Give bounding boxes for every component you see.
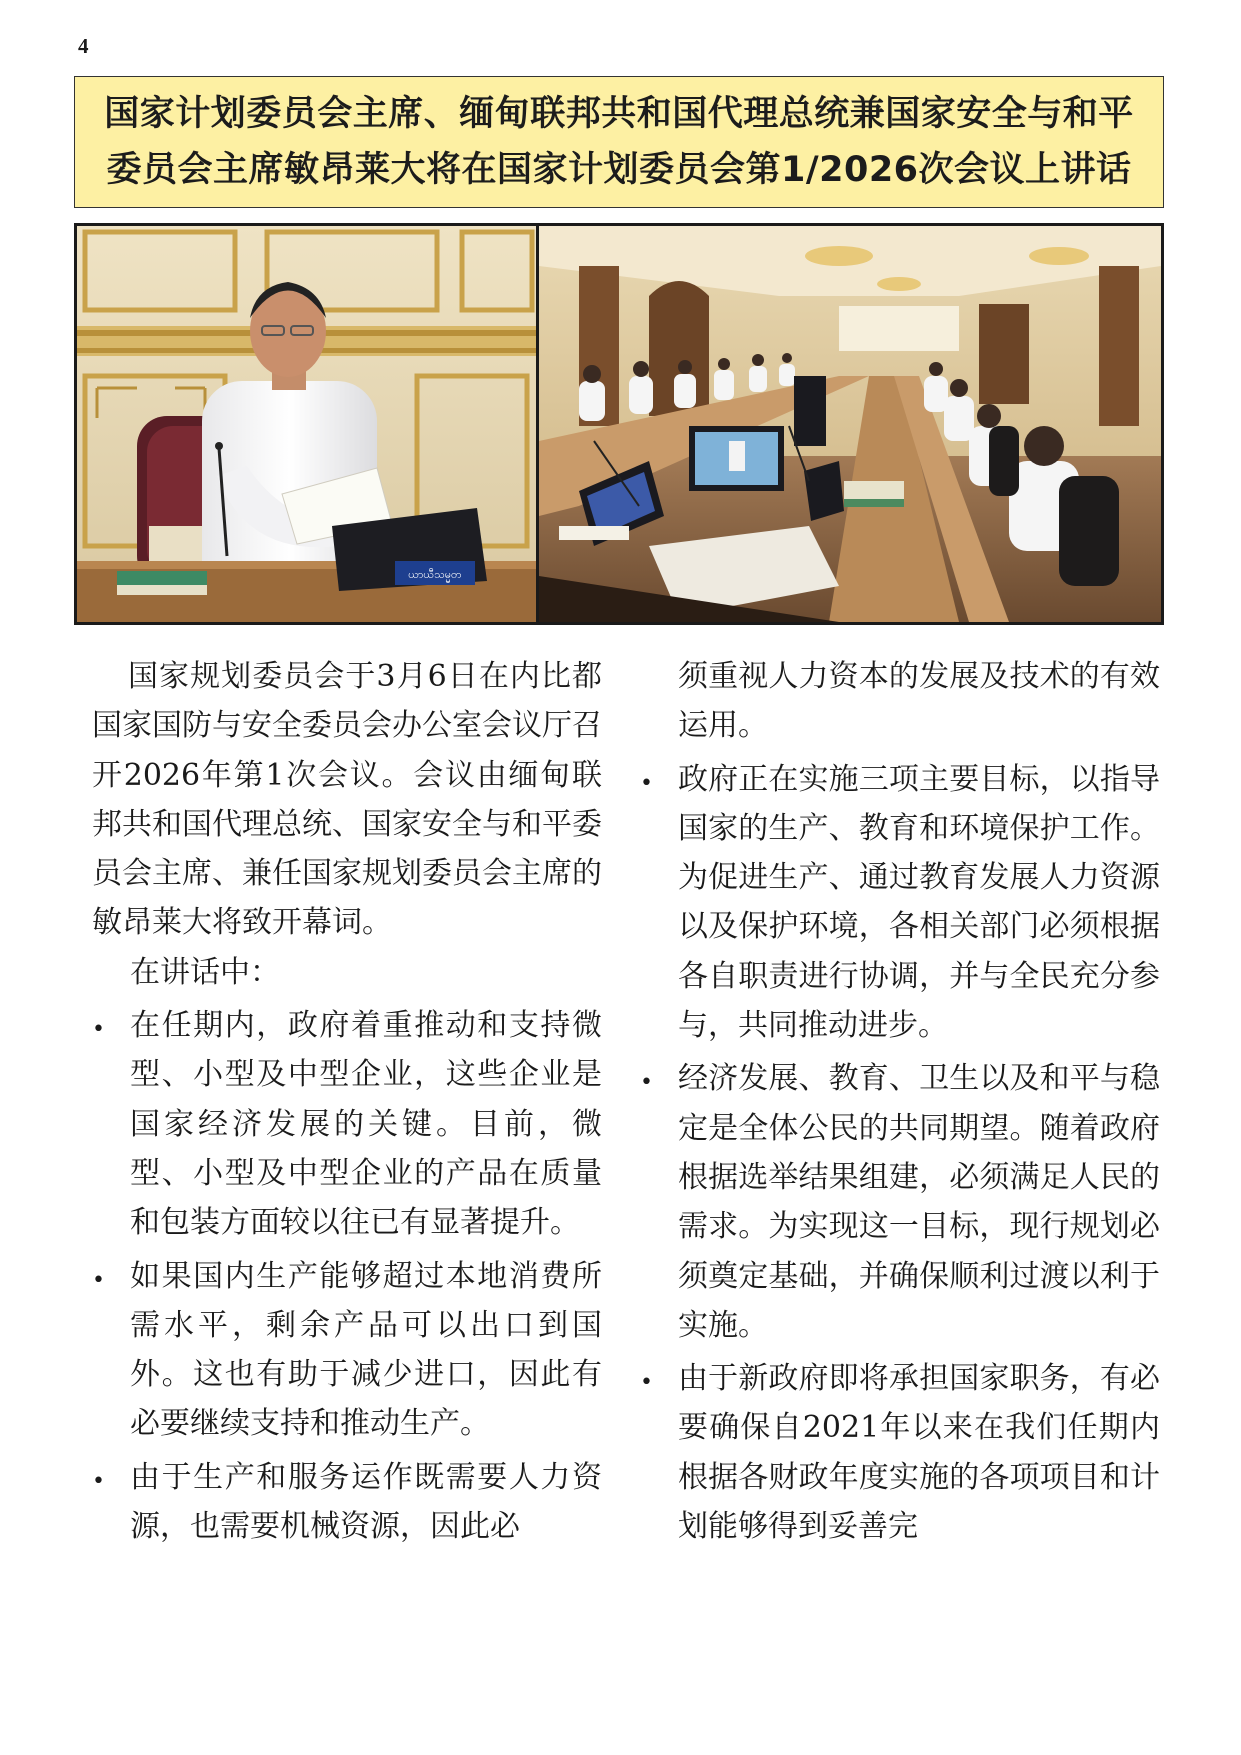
speaker-photo (77, 226, 536, 622)
meeting-hall-illustration (539, 226, 1161, 622)
bullet-item: • 在任期内，政府着重推动和支持微型、小型及中型企业，这些企业是国家经济发展的关键。目前，微型、小型及中型企业的产品在质量和包装方面较以往已有显著提升。 (92, 1001, 602, 1247)
bullet-item: • 由于生产和服务运作既需要人力资源，也需要机械资源，因此必 (92, 1453, 602, 1552)
headline-box (74, 76, 1164, 208)
speech-lead: 在讲话中： (130, 954, 280, 990)
article-column-left (92, 652, 602, 1555)
article-column-right (640, 652, 1160, 1555)
bullet-item: • 政府正在实施三项主要目标，以指导国家的生产、教育和环境保护工作。为促进生产、通过教育发展人力资源以及保护环境，各相关部门必须根据各自职责进行协调，并与全民充分参与，共同推动进步。 (640, 755, 1160, 1051)
page-number: 4 (78, 34, 89, 58)
bullet-continuation: 须重视人力资本的发展及技术的有效运用。 (678, 659, 1160, 744)
speaker-photo-illustration (77, 226, 536, 622)
headline-line-1: 国家计划委员会主席、缅甸联邦共和国代理总统兼国家安全与和平 (104, 94, 1134, 134)
photo-frame (74, 223, 1164, 625)
meeting-hall-photo (539, 226, 1161, 622)
bullet-item: • 如果国内生产能够超过本地消费所需水平，剩余产品可以出口到国外。这也有助于减少进口，因此有必要继续支持和推动生产。 (92, 1252, 602, 1449)
headline-line-2: 委员会主席敏昂莱大将在国家计划委员会第1/2026次会议上讲话 (106, 150, 1132, 190)
article-intro: 国家规划委员会于3月6日在内比都国家国防与安全委员会办公室会议厅召开2026年第1次会议。会议由缅甸联邦共和国代理总统、国家安全与和平委员会主席、兼任国家规划委员会主席的敏昂莱大将致开幕词。 (92, 659, 602, 941)
bullet-item: • 经济发展、教育、卫生以及和平与稳定是全体公民的共同期望。随着政府根据选举结果组建，必须满足人民的需求。为实现这一目标，现行规划必须奠定基础，并确保顺利过渡以利于实施。 (640, 1054, 1160, 1350)
name-plate-text: ယာယီသမ္မတ (408, 568, 462, 581)
bullet-item: • 由于新政府即将承担国家职务，有必要确保自2021年以来在我们任期内根据各财政年度实施的各项项目和计划能够得到妥善完 (640, 1354, 1160, 1551)
